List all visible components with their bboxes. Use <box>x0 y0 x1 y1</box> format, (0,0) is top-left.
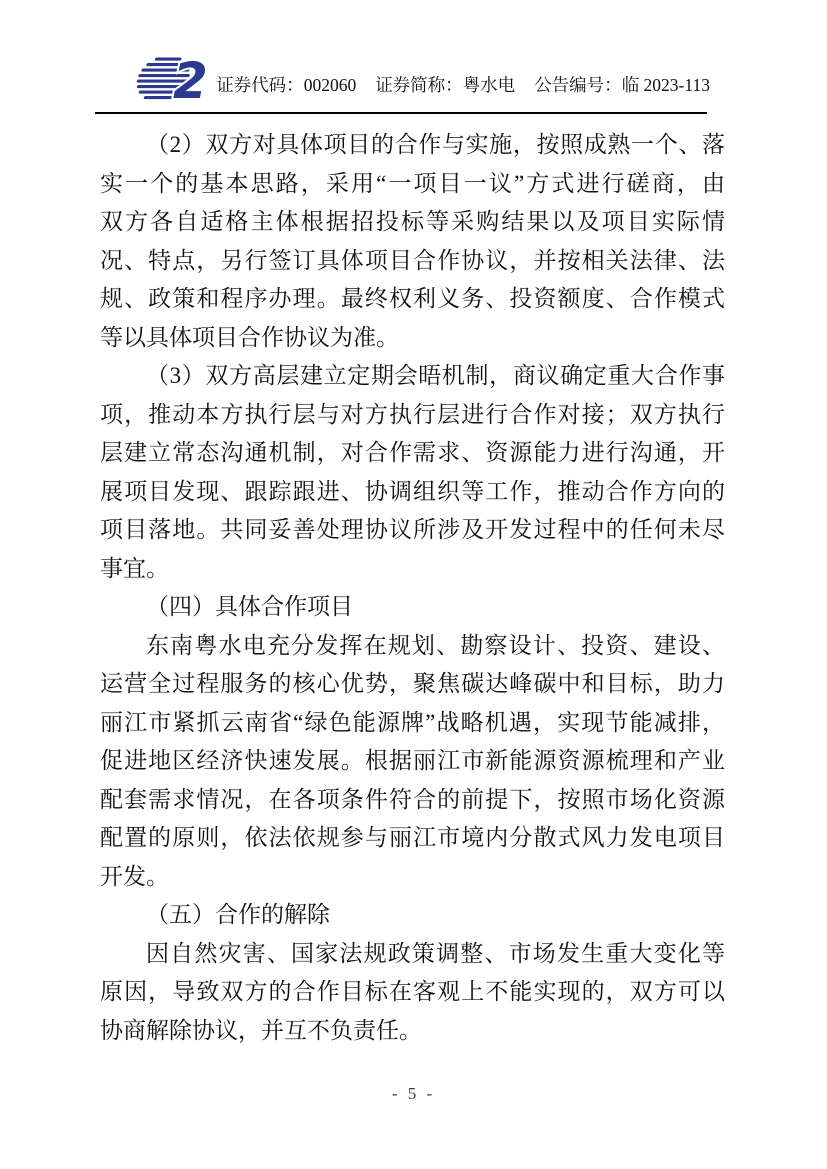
stock-abbr-label: 证券简称： <box>375 75 463 95</box>
document-line: 实一个的基本思路，采用“一项目一议”方式进行磋商，由 <box>100 170 725 196</box>
company-logo <box>127 55 221 101</box>
notice-no-label: 公告编号： <box>534 75 622 95</box>
document-line: （3）双方高层建立定期会晤机制，商议确定重大合作事 <box>146 363 725 388</box>
header-field-stock-abbr <box>375 75 515 95</box>
document-line: 层建立常态沟通机制，对合作需求、资源能力进行沟通，开 <box>100 440 725 465</box>
document-line: 双方各自适格主体根据招投标等采购结果以及项目实际情 <box>100 209 725 234</box>
stock-abbr-value: 粤水电 <box>462 75 516 95</box>
document-line: 促进地区经济快速发展。根据丽江市新能源资源梳理和产业 <box>100 748 725 773</box>
document-line: 运营全过程服务的核心优势，聚焦碳达峰碳中和目标，助力 <box>100 671 725 696</box>
stock-code-label: 证券代码： <box>216 75 304 95</box>
document-line: 原因，导致双方的合作目标在客观上不能实现的，双方可以 <box>100 979 725 1004</box>
document-line: 项目落地。共同妥善处理协议所涉及开发过程中的任何未尽 <box>100 517 725 542</box>
document-line: 项，推动本方执行层与对方执行层进行合作对接；双方执行 <box>100 401 725 427</box>
document-line: 等以具体项目合作协议为准。 <box>100 324 399 350</box>
header-info <box>216 75 710 95</box>
section-heading-line: （四）具体合作项目 <box>146 594 353 619</box>
header-field-stock-code <box>216 75 356 95</box>
document-line: 配套需求情况，在各项条件符合的前提下，按照市场化资源 <box>100 786 725 812</box>
document-line: 规、政策和程序办理。最终权利义务、投资额度、合作模式 <box>100 286 725 311</box>
header-field-notice-no <box>534 75 710 95</box>
header-divider <box>95 112 707 114</box>
document-line: 开发。 <box>100 863 169 889</box>
document-line: 配置的原则，依法依规参与丽江市境内分散式风力发电项目 <box>100 825 725 850</box>
document-line: 事宜。 <box>100 555 169 581</box>
document-line: （2）双方对具体项目的合作与实施，按照成熟一个、落 <box>146 132 725 157</box>
page-number: - 5 - <box>391 1084 436 1103</box>
document-body <box>100 126 725 1050</box>
document-line: 协商解除协议，并互不负责任。 <box>100 1017 422 1043</box>
document-line: 因自然灾害、国家法规政策调整、市场发生重大变化等 <box>146 940 725 966</box>
logo-numeral: 2 <box>173 55 208 101</box>
document-line: 况、特点，另行签订具体项目合作协议，并按相关法律、法 <box>100 247 725 273</box>
stock-code-value: 002060 <box>303 75 357 95</box>
document-line: 展项目发现、跟踪跟进、协调组织等工作，推动合作方向的 <box>100 478 725 504</box>
section-heading-line: （五）合作的解除 <box>146 902 330 927</box>
document-line: 丽江市紧抓云南省“绿色能源牌”战略机遇，实现节能减排， <box>100 709 725 735</box>
notice-no-value: 临 2023-113 <box>621 75 710 95</box>
document-line: 东南粤水电充分发挥在规划、勘察设计、投资、建设、 <box>146 632 725 658</box>
